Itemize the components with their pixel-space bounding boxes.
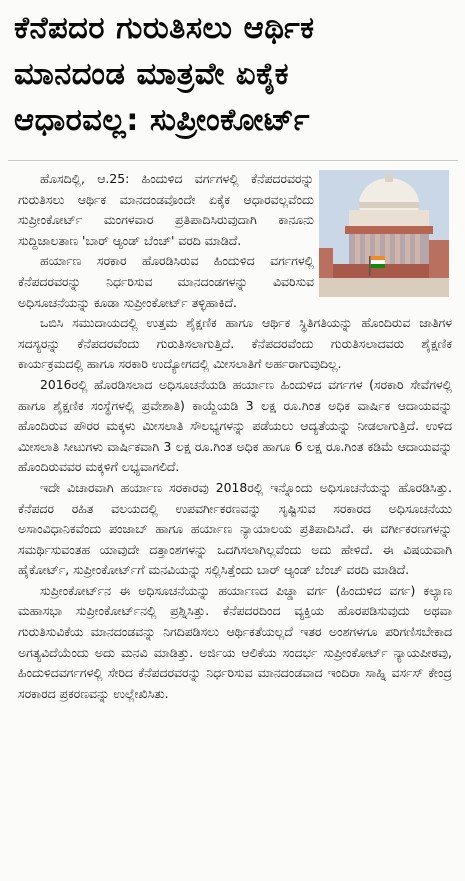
headline-line-1: ಕೆನೆಪದರ ಗುರುತಿಸಲು ಆರ್ಥಿಕ (14, 11, 315, 46)
paragraph: ಸುಪ್ರೀಂಕೋರ್ಟ್‌ನ ಈ ಅಧಿಸೂಚನೆಯನ್ನು ಹರ್ಯಾಣದ ಪಿಚ್ಡಾ ವರ್ಗ (ಹಿಂದುಳಿದ ವರ್ಗ) ಕಲ್ಯಾಣ ಮಹಾಸಭಾ ಸುಪ್ರೀಂಕೋರ್ಟ್‌ನಲ್ಲಿ ಪ್ರಶ್ನಿಸಿತ್ತು. ಕೆನೆಪದರದಿಂದ ವ್ಯಕ್ತಿಯ ಹೊರಪಡಿಸುವುದು ಅಥವಾ ಗುರುತಿಸುವಿಕೆಯ ಮಾನದಂಡವನ್ನು ನಿಗದಿಪಡಿಸಲು ಆರ್ಥಿಕತೆಯಲ್ಲದೆ ಇತರ ಅಂಶಗಳಗೂ ಪರಿಗಣಿಸಬೇಕಾದ ಅಗತ್ಯವಿದೆಯೆಂದು ಅದು ಮನವಿ ಮಾಡಿತ್ತು. ಅರ್ಜಿಯ ಆಲಿಕೆಯ ಸಂದರ್ಭ ಸುಪ್ರೀಂಕೋರ್ಟ್ ನ್ಯಾಯಪೀಠವು, ಹಿಂದುಳಿದವರ್ಗಗಳಲ್ಲಿ ಸೇರಿದ ಕೆನೆಪದರವರನ್ನು ನಿರ್ಧರಿಸುವ ಮಾನದಂಡವಾದ ಇಂದಿರಾ ಸಾಹ್ನಿ ವರ್ಸಸ್ ಕೇಂದ್ರ ಸರಕಾರದ ಪ್ರಕರಣವನ್ನು ಉಲ್ಲೇಖಿಸಿತು. (18, 582, 452, 701)
headline-divider (8, 160, 458, 161)
headline (14, 6, 454, 144)
headline-line-2: ಮಾನದಂಡ ಮಾತ್ರವೇ ಏಕೈಕ (14, 57, 289, 92)
paragraph: 2016ರಲ್ಲಿ ಹೊರಡಿಸಲಾದ ಅಧಿಸೂಚನೆಯಡಿ ಹರ್ಯಾಣ ಹಿಂದುಳಿದ ವರ್ಗಗಳ (ಸರಕಾರಿ ಸೇವೆಗಳಲ್ಲಿ ಹಾಗೂ ಶೈಕ್ಷಣಿಕ ಸಂಸ್ಥೆಗಳಲ್ಲಿ ಪ್ರವೇಶಾತಿ) ಕಾಯ್ದೆಯಡಿ 3 ಲಕ್ಷ ರೂ.ಗಿಂತ ಅಧಿಕ ವಾರ್ಷಿಕ ಆದಾಯವನ್ನು ಹೊಂದಿರುವ ಪೌರರ ಮಕ್ಕಳು ಮೀಸಲಾತಿ ಸೌಲಭ್ಯಗಳನ್ನು ಪಡೆಯಲು ಆದ್ಯತೆಯನ್ನು ನೀಡಲಾಗುತ್ತಿದೆ. ಉಳಿದ ಮೀಸಲಾತಿ ಸೀಟುಗಳು ವಾರ್ಷಿಕವಾಗಿ 3 ಲಕ್ಷ ರೂ.ಗಿಂತ ಅಧಿಕ ಹಾಗೂ 6 ಲಕ್ಷ ರೂ.ಗಿಂತ ಕಡಿಮೆ ಆದಾಯವನ್ನು ಹೊಂದಿರುವವರ ಮಕ್ಕಳಿಗೆ ಲಭ್ಯವಾಗಲಿದೆ. (18, 376, 452, 475)
headline-line-3: ಆಧಾರವಲ್ಲ: ಸುಪ್ರೀಂಕೋರ್ಟ್ (14, 103, 310, 138)
article-body (18, 169, 452, 704)
paragraph: ಇದೇ ವಿಚಾರವಾಗಿ ಹರ್ಯಾಣ ಸರಕಾರವು 2018ರಲ್ಲಿ ಇನ್ನೊಂದು ಅಧಿಸೂಚನೆಯನ್ನು ಹೊರಡಿಸಿತ್ತು. ಕೆನೆಪದರ ರಹಿತ ವಲಯದಲ್ಲಿ ಉಪವರ್ಗೀಕರಣವನ್ನು ಸೃಷ್ಟಿಸುವ ಸರಕಾರದ ಅಧಿಸೂಚನೆಯು ಅಸಾಂವಿಧಾನಿಕವೆಂದು ಪಂಜಾಬ್ ಹಾಗೂ ಹರ್ಯಾಣ ನ್ಯಾಯಾಲಯ ಪ್ರತಿಪಾದಿಸಿದೆ. ಈ ವರ್ಗೀಕರಣಗಳನ್ನು ಸಮರ್ಥಿಸುವಂತಹ ಯಾವುದೇ ದತ್ತಾಂಶಗಳನ್ನು ಒದಗಿಸಲಾಗಿಲ್ಲವೆಂದು ಅದು ಹೇಳಿದೆ. ಈ ವಿಷಯವಾಗಿ ಹೈಕೋರ್ಟ್, ಸುಪ್ರೀಂಕೋರ್ಟ್‌ಗೆ ಮನವಿಯನ್ನು ಸಲ್ಲಿಸಿತ್ತೆಂದು ಬಾರ್ ಆ್ಯಂಡ್ ಬೆಂಚ್ ವರದಿ ಮಾಡಿದೆ. (18, 479, 452, 578)
paragraph: ಹೊಸದಿಲ್ಲಿ, ಆ.25: ಹಿಂದುಳಿದ ವರ್ಗಗಳಲ್ಲಿ ಕೆನೆಪದರವರನ್ನು ಗುರುತಿಸಲು ಆರ್ಥಿಕ ಮಾನದಂಡವೊಂದೇ ಏಕೈಕ ಆಧಾರವಲ್ಲವೆಂದು ಸುಪ್ರೀಂಕೋರ್ಟ್ ಮಂಗಳವಾರ ಪ್ರತಿಪಾದಿಸಿರುವುದಾಗಿ ಕಾನೂನು ಸುದ್ದಿಜಾಲತಾಣ 'ಬಾರ್ ಆ್ಯಂಡ್ ಬೆಂಚ್' ವರದಿ ಮಾಡಿದೆ. (18, 171, 314, 248)
paragraph: ಹರ್ಯಾಣ ಸರಕಾರ ಹೊರಡಿಸಿರುವ ಹಿಂದುಳಿದ ವರ್ಗಗಳಲ್ಲಿ ಕೆನೆಪದರವರನ್ನು ನಿರ್ಧರಿಸುವ ಮಾನದಂಡಗಳನ್ನು ವಿವರಿಸುವ ಅಧಿಸೂಚನೆಯನ್ನು ಕೂಡಾ ಸುಪ್ರೀಂಕೋರ್ಟ್ ತಳ್ಳಿಹಾಕಿದೆ. (18, 253, 314, 310)
paragraph: ಒಬಿಸಿ ಸಮುದಾಯದಲ್ಲಿ ಉತ್ತಮ ಶೈಕ್ಷಣಿಕ ಹಾಗೂ ಆರ್ಥಿಕ ಸ್ಥಿತಿಗತಿಯನ್ನು ಹೊಂದಿರುವ ಜಾತಿಗಳ ಸದಸ್ಯರನ್ನು ಕೆನೆಪದರವೆಂದು ಗುರುತಿಸಲಾಗುತ್ತಿದೆ. ಕೆನೆಪದರವೆಂದು ಗುರುತಿಸಲಾದವರು ಶೈಕ್ಷಣಿಕ ಕಾರ್ಯಕ್ರಮದಲ್ಲಿ ಹಾಗೂ ಸರಕಾರಿ ಉದ್ಯೋಗದಲ್ಲಿ ಮೀಸಲಾತಿಗೆ ಅರ್ಹರಾಗುವುದಿಲ್ಲ. (18, 315, 452, 372)
